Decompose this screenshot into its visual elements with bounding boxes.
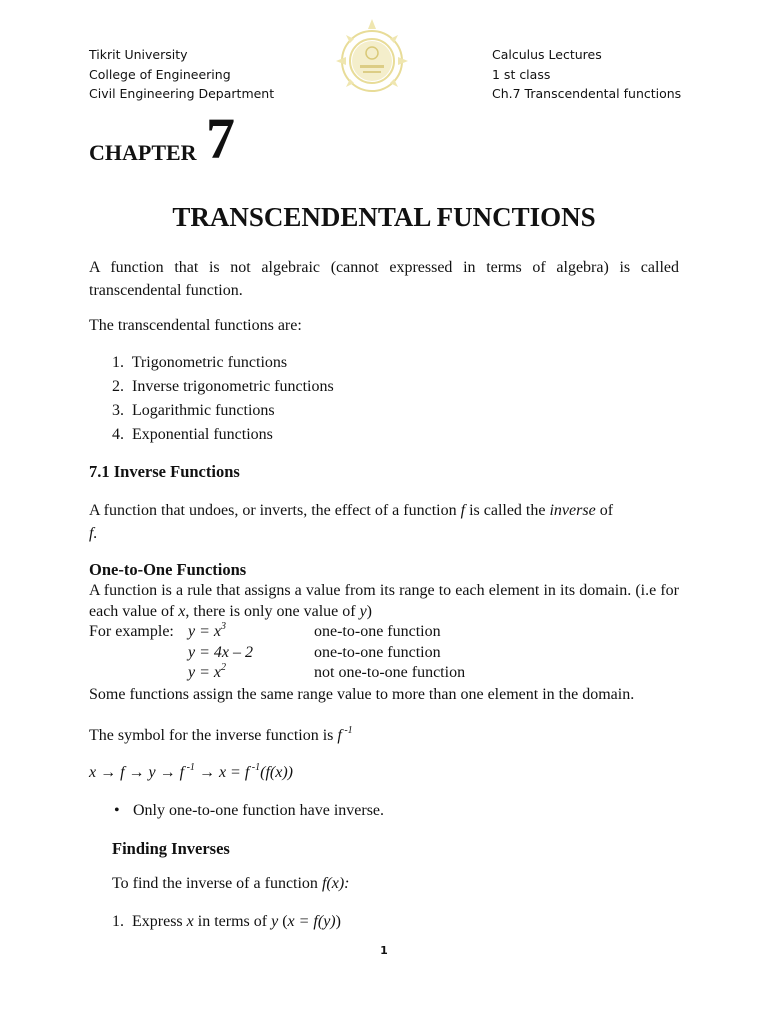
list-item: 3. Logarithmic functions — [112, 402, 275, 419]
page-number: 1 — [380, 944, 388, 957]
list-item: 1. Trigonometric functions — [112, 354, 288, 371]
chapter-number: 7 — [206, 106, 235, 171]
inverse-definition: A function that undoes, or inverts, the effect of a function f is called the inverse of f. — [89, 502, 614, 542]
example-label: For example: — [89, 623, 174, 640]
inverse-symbol-line: The symbol for the inverse function is f $^{-1}$ — [89, 725, 353, 744]
example-note: one-to-one function — [314, 644, 441, 661]
example-expression: $y = x^3$ — [188, 621, 226, 640]
bullet-point: • Only one-to-one function have inverse. — [114, 802, 385, 819]
header-left — [89, 45, 274, 104]
same-range-paragraph: Some functions assign the same range value to more than one element in the domain. — [89, 686, 635, 703]
intro-paragraph: A function that is not algebraic (cannot expressed in terms of algebra) is called transcendental function. — [89, 259, 679, 299]
one-to-one-definition: A function is a rule that assigns a value from its range to each element in its domain. (i.e for each value of x, there is only one value of y) — [89, 582, 679, 620]
page-title: TRANSCENDENTAL FUNCTIONS — [172, 202, 596, 232]
header-department: Civil Engineering Department — [89, 86, 275, 101]
header-right — [492, 45, 681, 104]
list-intro: The transcendental functions are: — [89, 317, 302, 334]
example-note: not one-to-one function — [314, 664, 466, 681]
section-heading-inverse-functions: 7.1 Inverse Functions — [89, 462, 240, 481]
header-university: Tikrit University — [89, 47, 188, 62]
header-chapter: Ch.7 Transcendental functions — [492, 86, 682, 101]
finding-intro: To find the inverse of a function f(x): — [112, 875, 350, 892]
header-course: Calculus Lectures — [492, 47, 602, 62]
header-college: College of Engineering — [89, 66, 231, 82]
chapter-label: CHAPTER — [89, 140, 197, 165]
subheading-finding-inverses: Finding Inverses — [112, 839, 230, 858]
list-item: 4. Exponential functions — [112, 426, 273, 443]
university-logo — [332, 17, 412, 97]
list-item: 2. Inverse trigonometric functions — [112, 378, 334, 395]
bullet-icon: • — [114, 802, 120, 819]
example-note: one-to-one function — [314, 623, 441, 640]
step-1: 1. Express x in terms of y (x = f(y)) — [112, 913, 341, 930]
header-class: 1 st class — [492, 66, 551, 82]
inverse-mapping-chain: x → f → y → f $^{-1}$ → x = f $^{-1}$(f(x)) — [89, 762, 293, 781]
example-expression: y = 4x – 2 — [188, 644, 253, 661]
example-expression: $y = x^2$ — [188, 662, 226, 681]
subheading-one-to-one: One-to-One Functions — [89, 560, 247, 579]
